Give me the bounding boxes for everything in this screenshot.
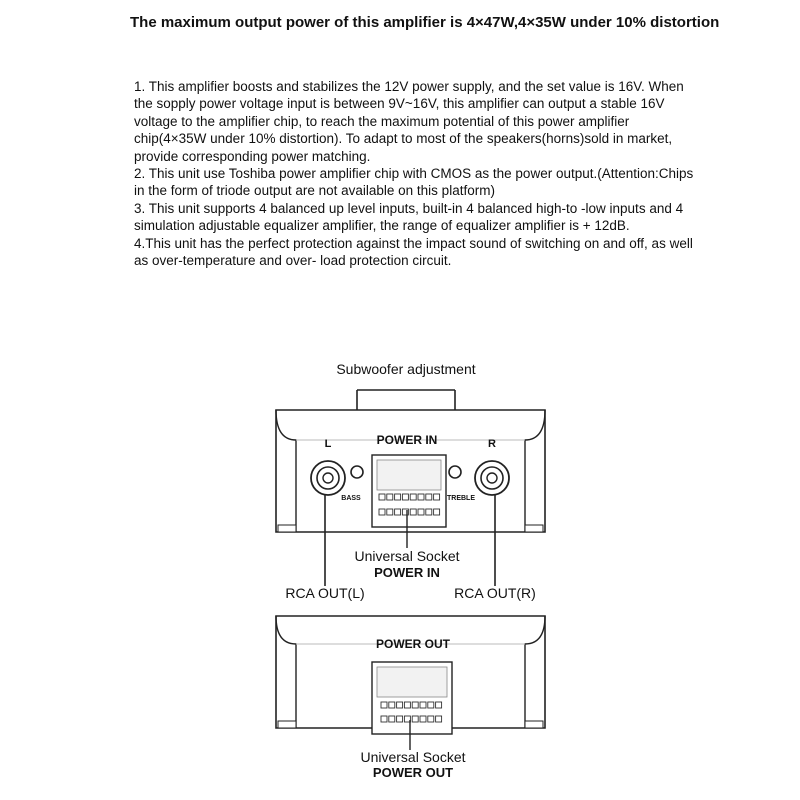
socket-pin <box>418 509 424 515</box>
socket-pin <box>395 494 401 500</box>
power-in-socket-sublabel: POWER IN <box>374 565 440 580</box>
universal-socket-in-label: Universal Socket <box>354 548 460 564</box>
housing-foot-left <box>278 721 296 728</box>
feature-item: 4.This unit has the perfect protection against the impact sound of switching on and off, as well as over-temperature and over- load protection circuit. <box>134 235 693 269</box>
rca-jack-right <box>475 461 509 495</box>
socket-latch <box>377 460 441 490</box>
socket-pin <box>412 702 418 708</box>
universal-socket-out-label: Universal Socket <box>360 749 466 765</box>
bass-label: BASS <box>341 495 361 502</box>
socket-pin <box>397 716 403 722</box>
socket-pin <box>381 716 387 722</box>
socket-pin <box>410 494 416 500</box>
socket-pin <box>395 509 401 515</box>
socket-pin <box>420 702 426 708</box>
socket-pin <box>379 494 385 500</box>
subwoofer-adjustment-label: Subwoofer adjustment <box>336 361 476 377</box>
power-out-title: POWER OUT <box>376 637 450 651</box>
socket-pin <box>410 509 416 515</box>
socket-pin <box>436 702 442 708</box>
socket-pin <box>428 702 434 708</box>
socket-pin <box>434 509 440 515</box>
feature-item: 3. This unit supports 4 balanced up level inputs, built-in 4 balanced high-to -low inputs and 4 simulation adjustable equalizer amplifier, the range of equalizer amplifier is + 12dB. <box>134 200 684 234</box>
rca-out-left-label: RCA OUT(L) <box>285 585 365 601</box>
socket-pin <box>418 494 424 500</box>
socket-pin <box>379 509 385 515</box>
bass-knob <box>351 466 363 478</box>
housing-foot-right <box>525 525 543 532</box>
rca-out-right-label: RCA OUT(R) <box>454 585 536 601</box>
socket-pin <box>389 716 395 722</box>
socket-pin <box>426 494 432 500</box>
socket-pin <box>436 716 442 722</box>
socket-pin <box>387 494 393 500</box>
socket-pin <box>402 494 408 500</box>
power-in-diagram <box>276 361 545 601</box>
socket-pin <box>426 509 432 515</box>
page-title: The maximum output power of this amplifier is 4×47W,4×35W under 10% distortion <box>130 14 720 31</box>
rca-jack-left <box>311 461 345 495</box>
treble-label: TREBLE <box>447 495 475 502</box>
left-channel-label: L <box>324 438 332 450</box>
socket-pin <box>428 716 434 722</box>
feature-item: 2. This unit use Toshiba power amplifier chip with CMOS as the power output.(Attention:Chips in the form of triode output are not available on this platform) <box>134 166 694 199</box>
power-out-socket-sublabel: POWER OUT <box>372 765 454 780</box>
power-out-diagram <box>276 616 545 780</box>
right-channel-label: R <box>488 438 496 450</box>
socket-pin <box>412 716 418 722</box>
socket-pin <box>397 702 403 708</box>
power-in-title: POWER IN <box>376 433 438 447</box>
socket-latch <box>377 667 447 697</box>
socket-pin <box>381 702 387 708</box>
socket-pin <box>420 716 426 722</box>
socket-pin <box>434 494 440 500</box>
socket-pin <box>389 702 395 708</box>
housing-foot-left <box>278 525 296 532</box>
housing-foot-right <box>525 721 543 728</box>
treble-knob <box>449 466 461 478</box>
socket-pin <box>387 509 393 515</box>
socket-pin <box>404 702 410 708</box>
feature-item: 1. This amplifier boosts and stabilizes the 12V power supply, and the set value is 16V. When the sopply power voltage input is between 9V~16V, this amplifier can output a stable 16V voltage to the amplifier chip, to reach the maximum potential of this power amplifier chip(4×35W under 10% distortion). To adapt to most of the speakers(horns)sold in market, provide corresponding power matching. <box>134 79 684 164</box>
